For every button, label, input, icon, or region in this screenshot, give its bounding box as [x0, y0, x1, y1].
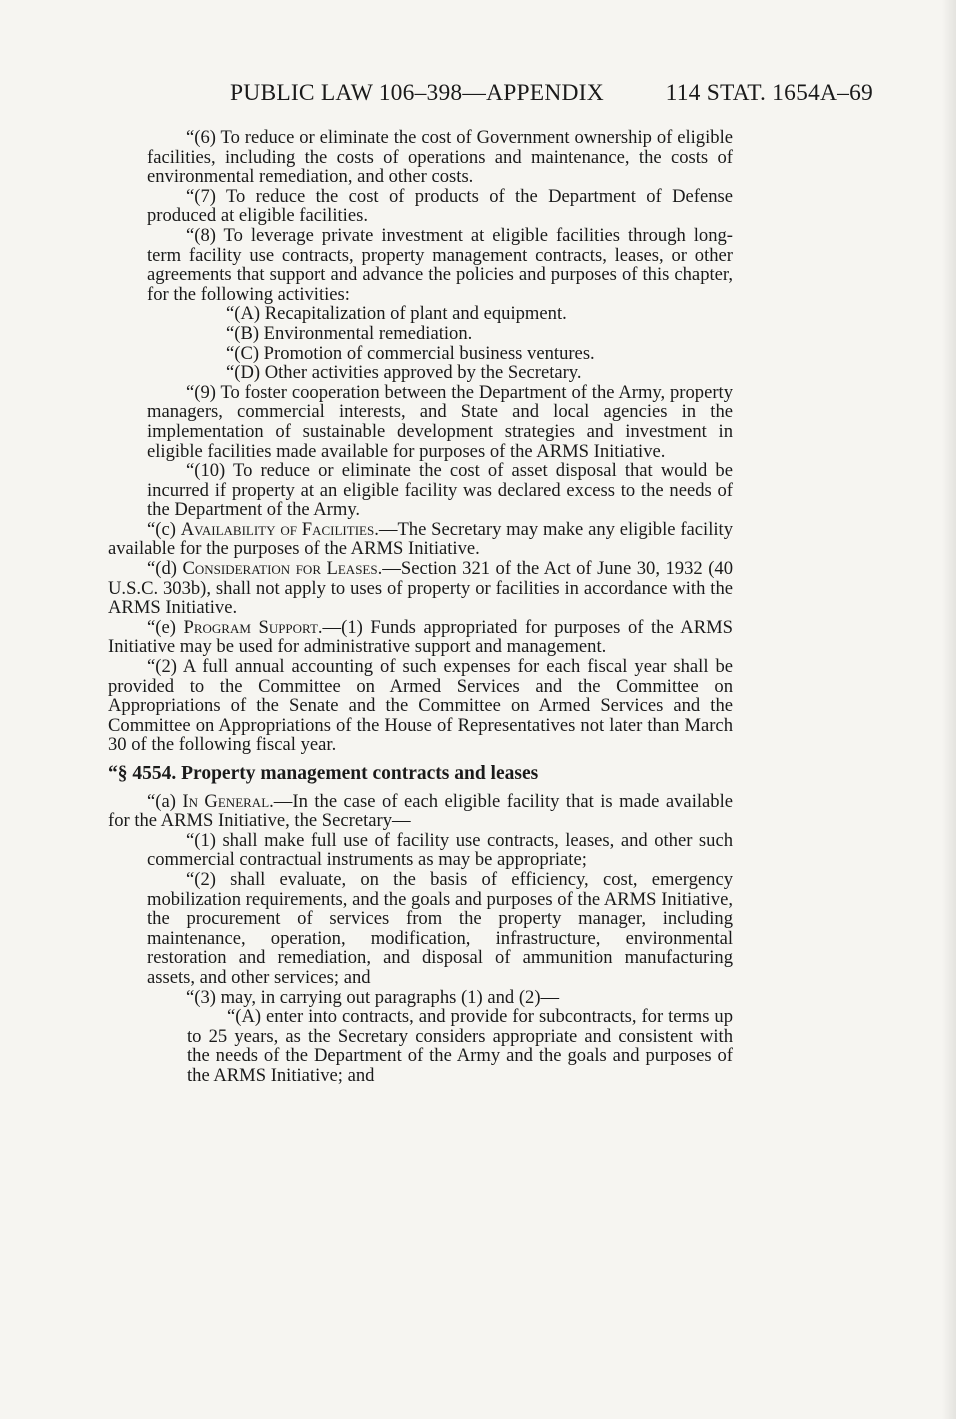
- subsection-a-3-A: “(A) enter into contracts, and provide for subcontracts, for terms up to 25 years, as the Secretary considers appropriate and consistent with the needs of the Department of the Army and the goals and purposes of the ARMS Initiative; and: [187, 1006, 733, 1086]
- subsection-e-heading: Program Support: [183, 616, 318, 638]
- paragraph-8-B: “(B) Environmental remediation.: [226, 322, 473, 344]
- paragraph-8: “(8) To leverage private investment at eligible facilities through long-term facility use contracts, property management contracts, leases, or other agreements that support and advance the policies and purposes of this chapter, for the following activities:: [147, 224, 733, 305]
- subsection-a-text: .—In the case of each eligible facility that is made available for the ARMS Initiative, the Secretary—: [108, 790, 733, 832]
- header-stat-citation: 114 STAT. 1654A–69: [665, 80, 873, 106]
- subsection-c-text: .—The Secretary may make any eligible facility available for the purposes of the ARMS Initiative.: [108, 518, 733, 560]
- subsection-e-lead: “(e): [147, 616, 184, 638]
- paragraph-10: “(10) To reduce or eliminate the cost of asset disposal that would be incurred if property at an eligible facility was declared excess to the needs of the Department of the Army.: [147, 460, 733, 521]
- page-edge-shadow: [942, 0, 956, 1419]
- subsection-e-2: “(2) A full annual accounting of such expenses for each fiscal year shall be provided to the Committee on Armed Services and the Committee on Appropriations of the Senate and the Committee on Armed Services and the Committee on Appropriations of the House of Representatives not later than March 30 of the following fiscal year.: [108, 656, 733, 756]
- subsection-c: [108, 520, 733, 559]
- subsection-a-1: “(1) shall make full use of facility use contracts, leases, and other such commercial contractual instruments as may be appropriate;: [147, 829, 733, 871]
- header-law-title: PUBLIC LAW 106–398—APPENDIX: [230, 80, 604, 106]
- paragraph-8-C: “(C) Promotion of commercial business ventures.: [226, 342, 595, 364]
- document-body: [108, 128, 733, 1086]
- subsection-c-lead: “(c): [147, 518, 181, 540]
- paragraph-7: “(7) To reduce the cost of products of the Department of Defense produced at eligible facilities.: [147, 185, 733, 227]
- subsection-a-3: “(3) may, in carrying out paragraphs (1) and (2)—: [186, 986, 560, 1008]
- subsection-a-lead: “(a): [147, 790, 183, 812]
- paragraph-9: “(9) To foster cooperation between the Department of the Army, property managers, commercial interests, and State and local agencies in the implementation of sustainable development strategies and investment in eligible facilities made available for purposes of the ARMS Initiative.: [147, 381, 733, 462]
- subsection-e: [108, 618, 733, 657]
- paragraph-8-A: “(A) Recapitalization of plant and equipment.: [226, 303, 567, 325]
- subsection-a-heading: In General: [182, 790, 270, 812]
- subsection-d-text: .—Section 321 of the Act of June 30, 1932 (40 U.S.C. 303b), shall not apply to uses of property or facilities in accordance with the ARMS Initiative.: [108, 558, 733, 619]
- subsection-d: [108, 559, 733, 618]
- subsection-d-heading: Consideration for Leases: [182, 558, 378, 580]
- subsection-c-heading: Availability of Facilities: [180, 518, 375, 540]
- subsection-e-text: .—(1) Funds appropriated for purposes of the ARMS Initiative may be used for administrative support and management.: [108, 616, 733, 658]
- paragraph-8-D: “(D) Other activities approved by the Secretary.: [226, 362, 582, 384]
- paragraph-6: “(6) To reduce or eliminate the cost of Government ownership of eligible facilities, including the costs of operations and maintenance, the costs of environmental remediation, and other costs.: [147, 127, 733, 188]
- subsection-a: [108, 792, 733, 831]
- section-heading: “§ 4554. Property management contracts and leases: [108, 763, 539, 784]
- subsection-d-lead: “(d): [147, 558, 183, 580]
- subsection-a-2: “(2) shall evaluate, on the basis of efficiency, cost, emergency mobilization requirements, and the goals and purposes of the ARMS Initiative, the procurement of services from the property manager, including maintenance, operation, modification, infrastructure, environmental restoration and remediation, and disposal of ammunition manufacturing assets, and other services; and: [147, 868, 733, 988]
